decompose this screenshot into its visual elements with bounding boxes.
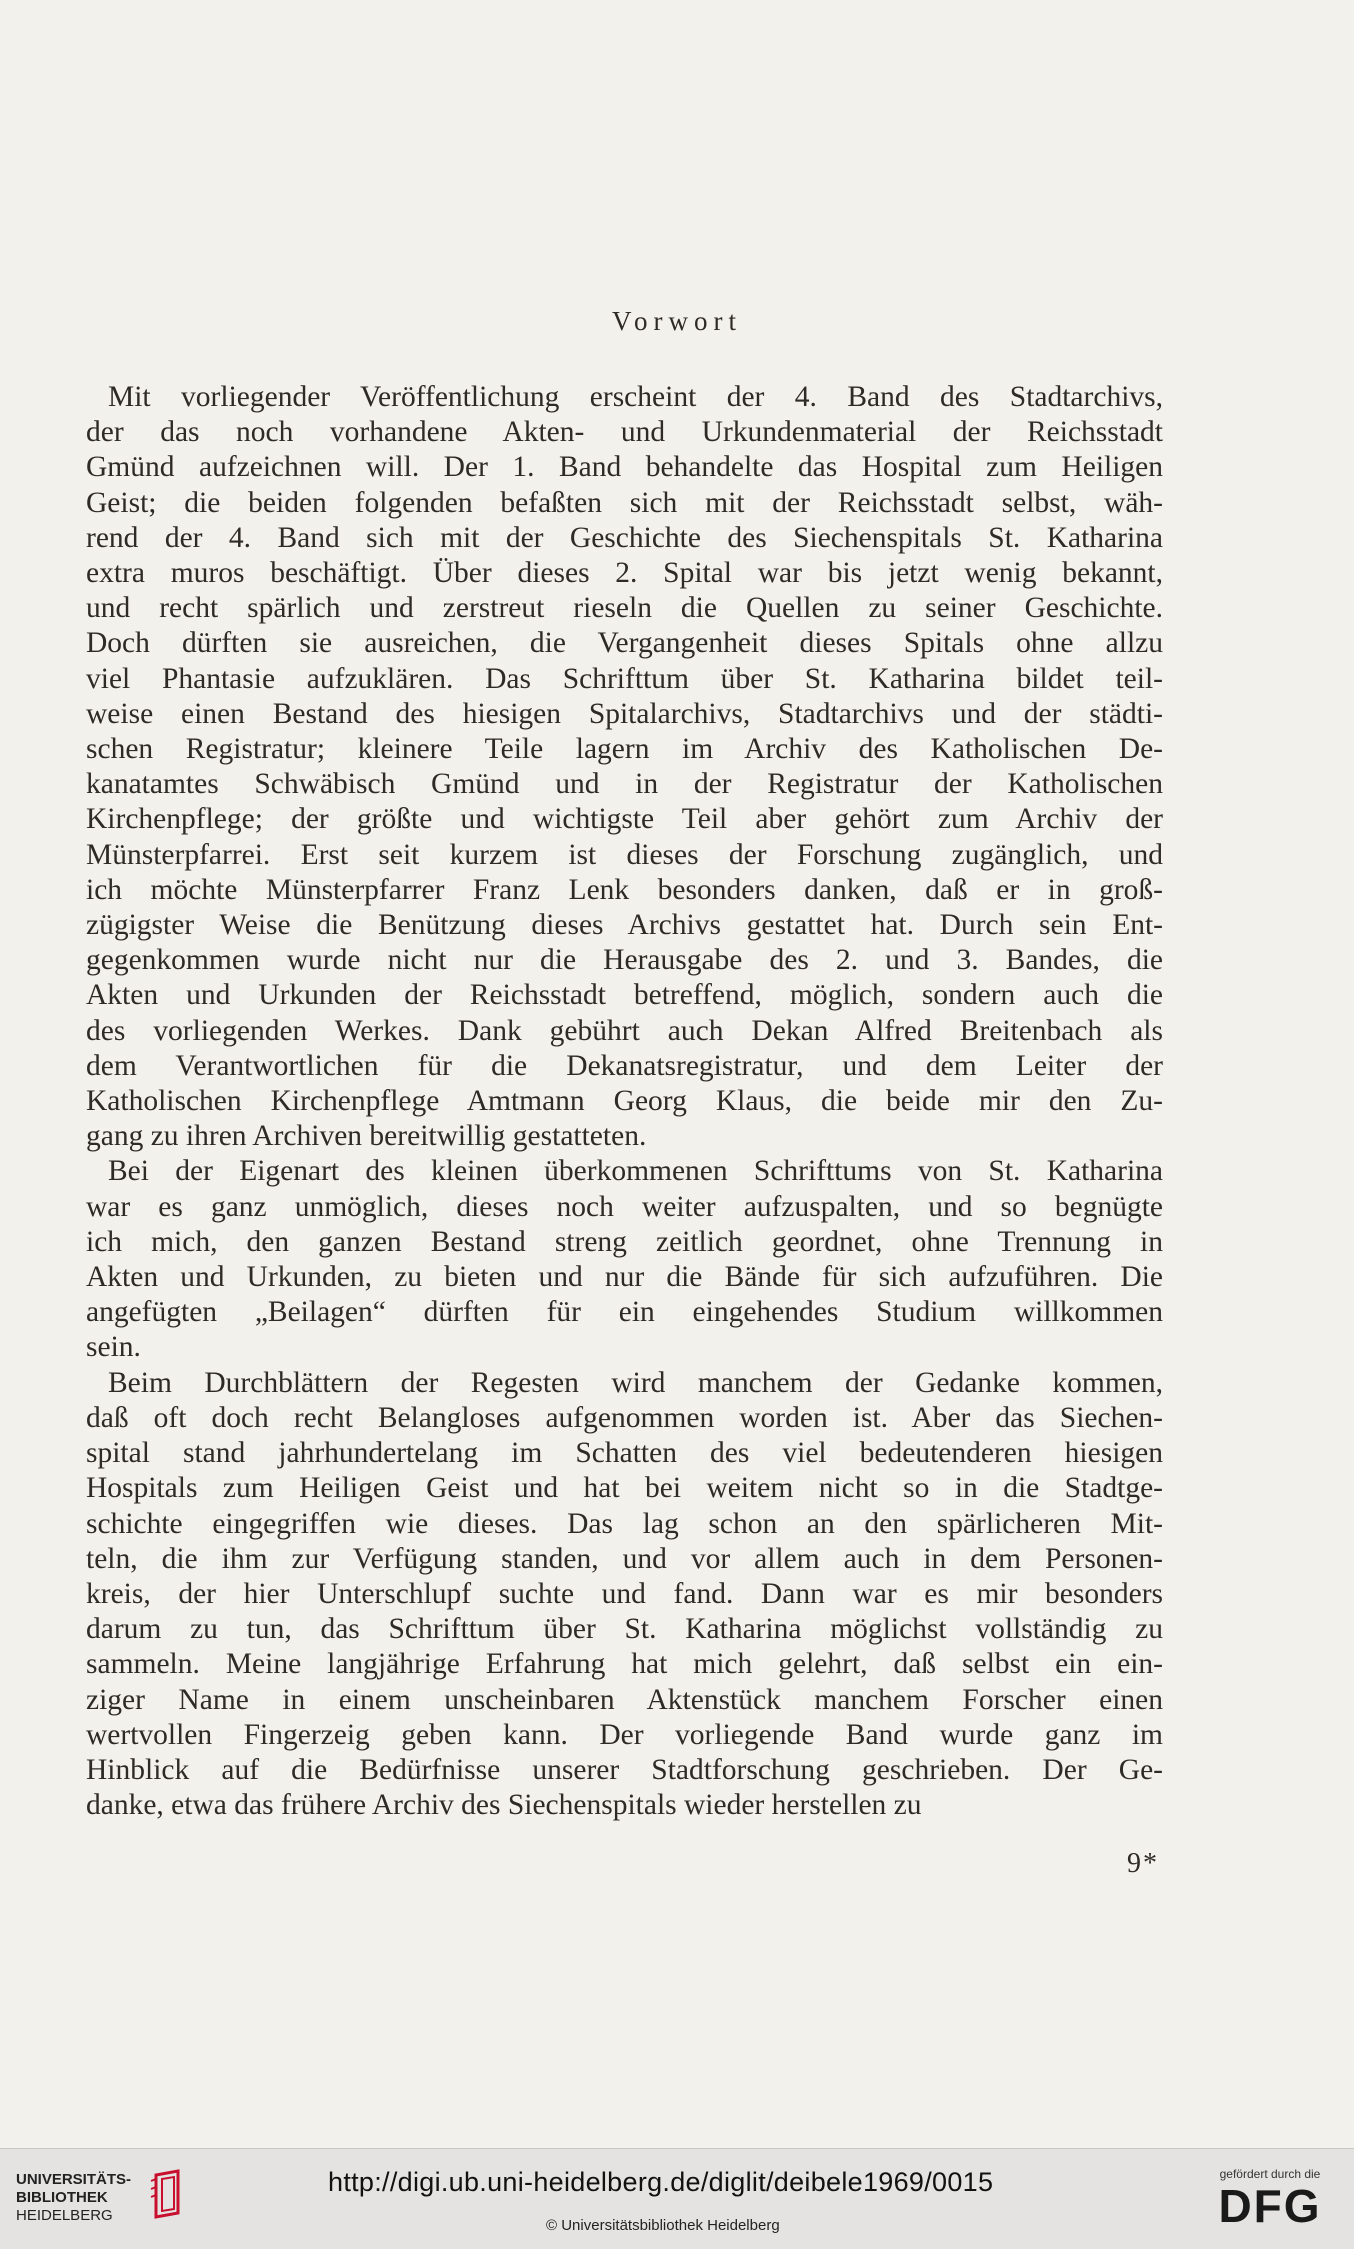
text-line: rend der 4. Band sich mit der Geschichte des Siechenspitals St. Katharina [86,521,1163,554]
text-line: Münsterpfarrei. Erst seit kurzem ist dieses der Forschung zugänglich, und [86,838,1163,871]
text-line: Doch dürften sie ausreichen, die Vergangenheit dieses Spitals ohne allzu [86,627,1163,660]
text-line: Geist; die beiden folgenden befaßten sich mit der Reichsstadt selbst, wäh- [86,486,1163,519]
library-name-line3: HEIDELBERG [16,2207,113,2224]
text-line: weise einen Bestand des hiesigen Spitalarchivs, Stadtarchivs und der städti- [86,697,1163,730]
library-name-line2: BIBLIOTHEK [16,2189,108,2206]
text-line: gegenkommen wurde nicht nur die Herausgabe des 2. und 3. Bandes, die [86,944,1163,977]
text-line: kreis, der hier Unterschlupf suchte und fand. Dann war es mir besonders [86,1577,1163,1610]
dfg-logo-text: DFG [1218,2180,1322,2232]
text-line: war es ganz unmöglich, dieses noch weiter aufzuspalten, und so begnügte [86,1190,1163,1223]
library-name-line1: UNIVERSITÄTS- [16,2171,132,2188]
library-logo[interactable] [16,2171,131,2225]
funder-logo[interactable] [1200,2167,1340,2231]
text-line: schichte eingegriffen wie dieses. Das lag schon an den spärlicheren Mit- [86,1507,1163,1540]
text-line: Kirchenpflege; der größte und wichtigste Teil aber gehört zum Archiv der [86,803,1163,836]
text-line: kanatamtes Schwäbisch Gmünd und in der Registratur der Katholischen [86,768,1163,801]
text-line: der das noch vorhandene Akten- und Urkundenmaterial der Reichsstadt [86,416,1163,449]
text-line: spital stand jahrhundertelang im Schatten des viel bedeutenderen hiesigen [86,1437,1163,1470]
text-line: gang zu ihren Archiven bereitwillig gestatteten. [86,1120,647,1153]
text-line: teln, die ihm zur Verfügung standen, und vor allem auch in dem Personen- [86,1542,1163,1575]
body-text [86,380,1163,1823]
text-line: Akten und Urkunden der Reichsstadt betreffend, möglich, sondern auch die [86,979,1163,1012]
page-heading: Vorwort [611,306,742,336]
text-line: Hospitals zum Heiligen Geist und hat bei weitem nicht so in die Stadtge- [86,1472,1163,1505]
footer-bar [0,2148,1354,2249]
text-line: darum zu tun, das Schrifttum über St. Katharina möglichst vollständig zu [86,1613,1163,1646]
text-line: sein. [86,1331,141,1364]
text-line: Akten und Urkunden, zu bieten und nur die Bände für sich aufzuführen. Die [86,1261,1163,1294]
text-line: ziger Name in einem unscheinbaren Aktenstück manchem Forscher einen [86,1683,1163,1716]
text-line: Bei der Eigenart des kleinen überkommenen Schrifttums von St. Katharina [108,1155,1163,1188]
text-line: des vorliegenden Werkes. Dank gebührt auch Dekan Alfred Breitenbach als [86,1014,1163,1047]
text-line: und recht spärlich und zerstreut rieseln die Quellen zu seiner Geschichte. [86,592,1163,625]
funder-caption: gefördert durch die [1219,2167,1321,2181]
text-line: Hinblick auf die Bedürfnisse unserer Stadtforschung geschrieben. Der Ge- [86,1753,1163,1786]
document-url-link[interactable]: http://digi.ub.uni-heidelberg.de/diglit/deibele1969/0015 [328,2167,994,2197]
text-line: Mit vorliegender Veröffentlichung erscheint der 4. Band des Stadtarchivs, [108,381,1163,413]
text-line: Katholischen Kirchenpflege Amtmann Georg Klaus, die beide mir den Zu- [86,1085,1163,1118]
page-number: 9* [1127,1848,1159,1879]
text-line: ich möchte Münsterpfarrer Franz Lenk besonders danken, daß er in groß- [86,873,1163,906]
text-line: dem Verantwortlichen für die Dekanatsregistratur, und dem Leiter der [86,1049,1163,1082]
text-line: angefügten „Beilagen“ dürften für ein eingehendes Studium willkommen [86,1296,1163,1329]
text-line: Gmünd aufzeichnen will. Der 1. Band behandelte das Hospital zum Heiligen [86,451,1163,484]
text-line: zügigster Weise die Benützung dieses Archivs gestattet hat. Durch sein Ent- [86,909,1163,942]
text-line: daß oft doch recht Belangloses aufgenommen worden ist. Aber das Siechen- [86,1401,1163,1434]
copyright-notice: © Universitätsbibliothek Heidelberg [546,2217,780,2234]
text-line: Beim Durchblättern der Regesten wird manchem der Gedanke kommen, [108,1366,1163,1399]
library-emblem-icon [148,2169,188,2224]
text-line: ich mich, den ganzen Bestand streng zeitlich geordnet, ohne Trennung in [86,1225,1163,1258]
text-line: viel Phantasie aufzuklären. Das Schrifttum über St. Katharina bildet teil- [86,662,1163,695]
text-line: sammeln. Meine langjährige Erfahrung hat mich gelehrt, daß selbst ein ein- [86,1648,1163,1681]
text-line: schen Registratur; kleinere Teile lagern im Archiv des Katholischen De- [86,733,1163,766]
text-line: danke, etwa das frühere Archiv des Siechenspitals wieder herstellen zu [86,1789,922,1822]
text-line: extra muros beschäftigt. Über dieses 2. Spital war bis jetzt wenig bekannt, [86,557,1163,590]
text-line: wertvollen Fingerzeig geben kann. Der vorliegende Band wurde ganz im [86,1718,1163,1751]
